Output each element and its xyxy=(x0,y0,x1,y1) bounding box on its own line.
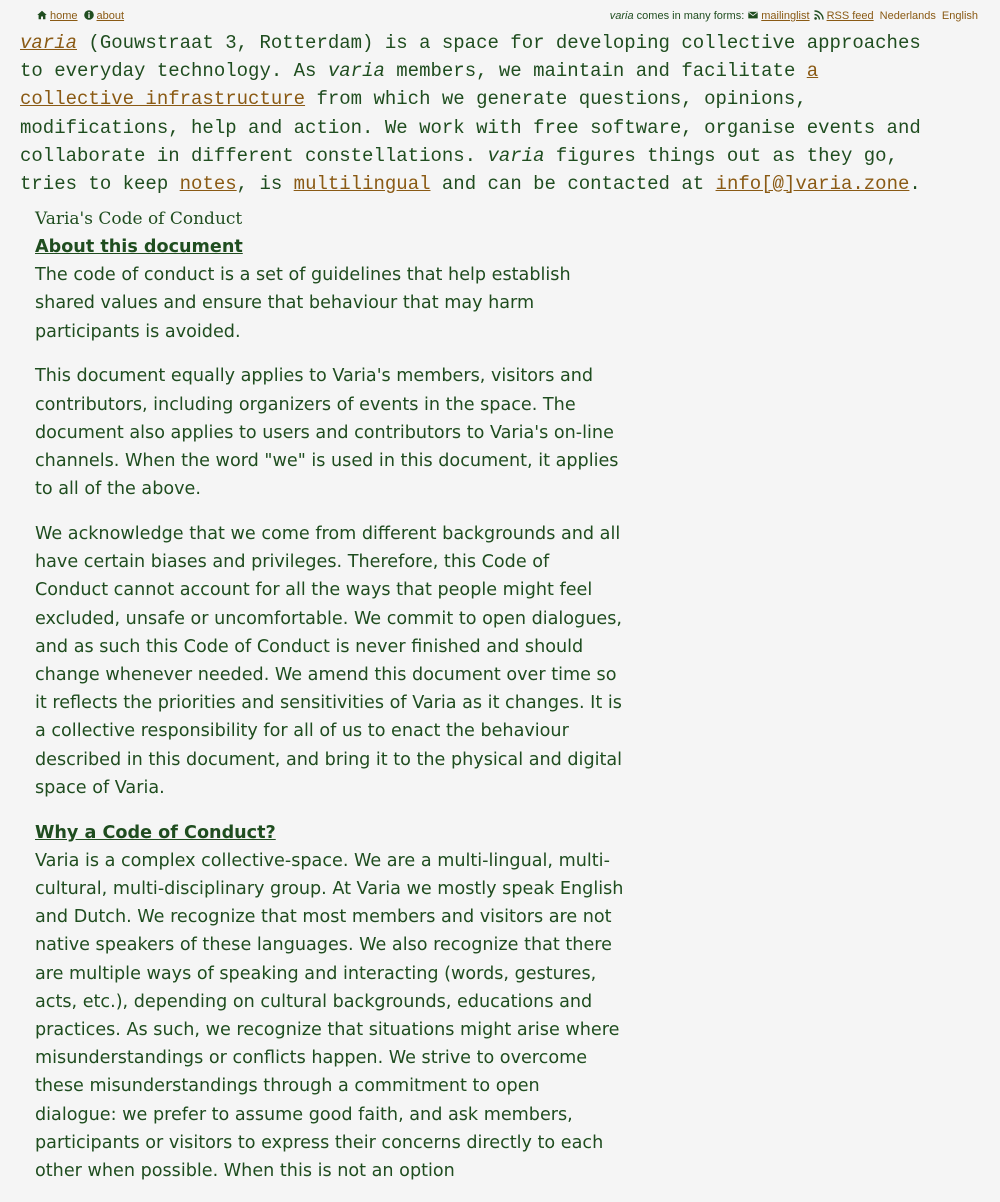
home-icon xyxy=(37,10,47,20)
home-link[interactable] xyxy=(37,10,78,22)
intro-text-4: figures things out as they go, tries to keep xyxy=(20,144,898,196)
home-link-label: home xyxy=(50,10,78,22)
intro-text-7: . xyxy=(909,173,921,196)
varia-brand-link[interactable] xyxy=(20,32,77,54)
tagline-brand: varia xyxy=(609,10,634,22)
about-link[interactable] xyxy=(84,10,125,22)
intro-text-2: members, we maintain and facilitate xyxy=(384,60,807,83)
code-of-conduct-document xyxy=(35,205,625,1202)
document-title: Varia's Code of Conduct xyxy=(35,209,243,229)
email-link[interactable]: info[@]varia.zone xyxy=(715,173,910,196)
intro-brand-2: varia xyxy=(327,60,385,83)
notes-link[interactable]: notes xyxy=(179,173,237,196)
about-link-label: about xyxy=(96,10,125,22)
rss-label: RSS feed xyxy=(826,10,874,22)
language-en-link[interactable]: English xyxy=(941,10,978,22)
envelope-icon xyxy=(748,10,758,20)
multilingual-link[interactable]: multilingual xyxy=(293,173,431,196)
mailinglist-link[interactable] xyxy=(748,10,809,22)
language-nl-link[interactable]: Nederlands xyxy=(879,10,936,22)
section-heading-about: About this document xyxy=(35,237,243,257)
rss-icon xyxy=(814,10,824,20)
tagline-text: comes in many forms: xyxy=(633,10,745,22)
top-nav-right xyxy=(610,8,978,24)
paragraph-1: The code of conduct is a set of guidelines that help establish shared values and ensure that behaviour that may harm participants is avoided. xyxy=(35,265,571,342)
section-heading-why: Why a Code of Conduct? xyxy=(35,822,276,843)
rss-link[interactable] xyxy=(814,10,874,22)
collective-infrastructure-link[interactable]: a collective infrastructure xyxy=(20,60,819,111)
paragraph-3: We acknowledge that we come from different backgrounds and all have certain biases and privileges. Therefore, this Code of Conduct cannot account for all the ways that people might feel excluded, unsafe or uncomfortable. We commit to open dialogues, and as such this Code of Conduct is never finished and should change whenever needed. We amend this document over time so it reflects the priorities and sensitivities of Varia as it changes. It is a collective responsibility for all of us to enact the behaviour described in this document, and bring it to the physical and digital space of Varia. xyxy=(35,524,623,798)
intro-text-5: , is xyxy=(236,173,294,196)
intro-brand: varia xyxy=(20,32,78,54)
intro-brand-3: varia xyxy=(487,144,545,167)
paragraph-2: This document equally applies to Varia's members, visitors and contributors, including organizers of events in the space. The document also applies to users and contributors to Varia's on-line channels. When the word "we" is used in this document, it applies to all of the above. xyxy=(35,366,619,500)
top-navigation-bar xyxy=(0,8,1000,24)
intro-text-1: (Gouwstraat 3, Rotterdam) is a space for developing collective approaches to everyday technology. As xyxy=(20,32,921,83)
intro-text-6: and can be contacted at xyxy=(430,173,716,196)
mailinglist-label: mailinglist xyxy=(761,10,810,22)
tagline xyxy=(610,10,744,22)
paragraph-4: Varia is a complex collective-space. We are a multi-lingual, multi-cultural, multi-disciplinary group. At Varia we mostly speak English and Dutch. We recognize that most members and visitors are not native speakers of these languages. We also recognize that there are multiple ways of speaking and interacting (words, gestures, acts, etc.), depending on cultural backgrounds, educations and practices. As such, we recognize that situations might arise where misunderstandings or conflicts happen. We strive to overcome these misunderstandings through a commitment to open dialogue: we prefer to assume good faith, and ask members, participants or visitors to express their concerns directly to each other when possible. When this is not an option xyxy=(35,850,624,1182)
info-icon xyxy=(84,10,94,20)
intro-text-3: from which we generate questions, opinions, modifications, help and action. We work with free software, organise events and collaborate in different constellations. xyxy=(20,88,921,167)
top-nav-left xyxy=(37,8,124,24)
intro-paragraph xyxy=(20,29,940,198)
